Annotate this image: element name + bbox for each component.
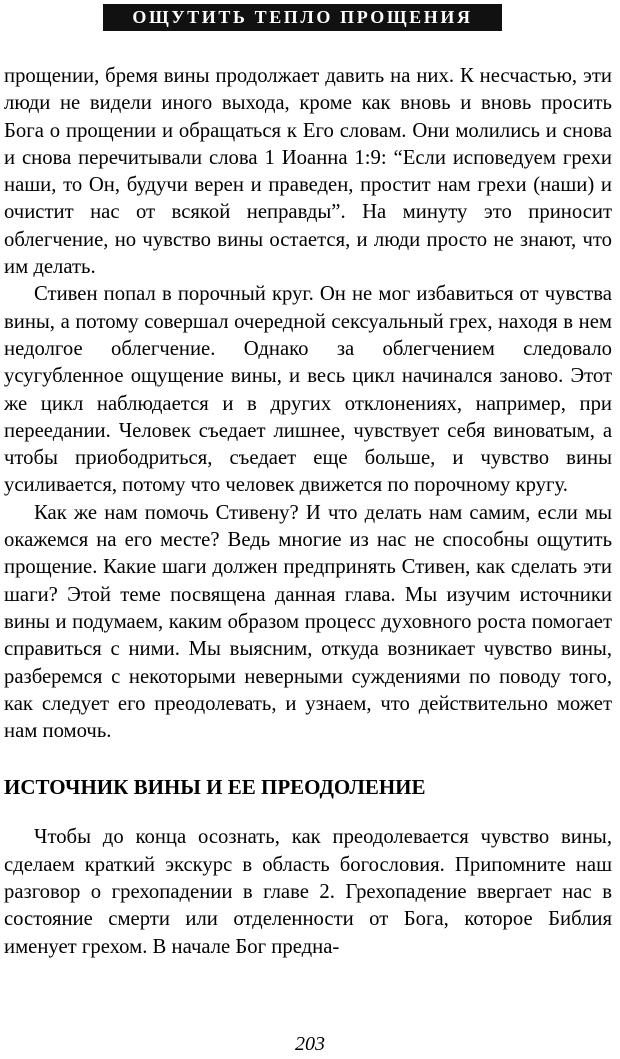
page-body xyxy=(4,63,612,961)
section-paragraph: Чтобы до конца осознать, как преодолевается чувство вины, сделаем краткий экскурс в область богословия. Припомните наш разговор о грехопадении в главе 2. Грехопадение ввергает нас в состояние смерти или отделенности от Бога, которое Библия именует грехом. В начале Бог предна- xyxy=(4,826,612,958)
running-header-title: ОЩУТИТЬ ТЕПЛО ПРОЩЕНИЯ xyxy=(132,7,473,27)
page-number: 203 xyxy=(295,1033,325,1055)
paragraph-2: Стивен попал в порочный круг. Он не мог избавиться от чувства вины, а потому совершал очередной сексуальный грех, находя в нем недолгое облегчение. Однако за облегчением следовало усугубленное ощущение вины, и весь цикл начинался заново. Этот же цикл наблюдается и в других отклонениях, например, при переедании. Человек съедает лишнее, чувствует себя виноватым, а чтобы приободриться, съедает еще больше, и чувство вины усиливается, потому что человек движется по порочному кругу. xyxy=(4,283,612,497)
running-header xyxy=(103,4,502,31)
paragraph-3: Как же нам помочь Стивену? И что делать нам самим, если мы окажемся на его месте? Ведь многие из нас не способны ощутить прощение. Какие шаги должен предпринять Стивен, как сделать эти шаги? Этой теме посвящена данная глава. Мы изучим источники вины и подумаем, каким образом процесс духовного роста помогает справиться с ними. Мы выясним, откуда возникает чувство вины, разберемся с некоторыми неверными суждениями по поводу того, как следует его преодолевать, и узнаем, что действительно может нам помочь. xyxy=(4,501,612,743)
paragraph-1: прощении, бремя вины продолжает давить на них. К несчастью, эти люди не видели иного выхода, кроме как вновь и вновь просить Бога о прощении и обращаться к Его словам. Они молились и снова и снова перечитывали слова 1 Иоанна 1:9: “Если исповедуем грехи наши, то Он, будучи верен и праведен, простит нам грехи (наши) и очистит нас от всякой неправды”. На минуту это приносит облегчение, но чувство вины остается, и люди просто не знают, что им делать. xyxy=(4,65,612,279)
section-heading: ИСТОЧНИК ВИНЫ И ЕЕ ПРЕОДОЛЕНИЕ xyxy=(4,775,426,800)
